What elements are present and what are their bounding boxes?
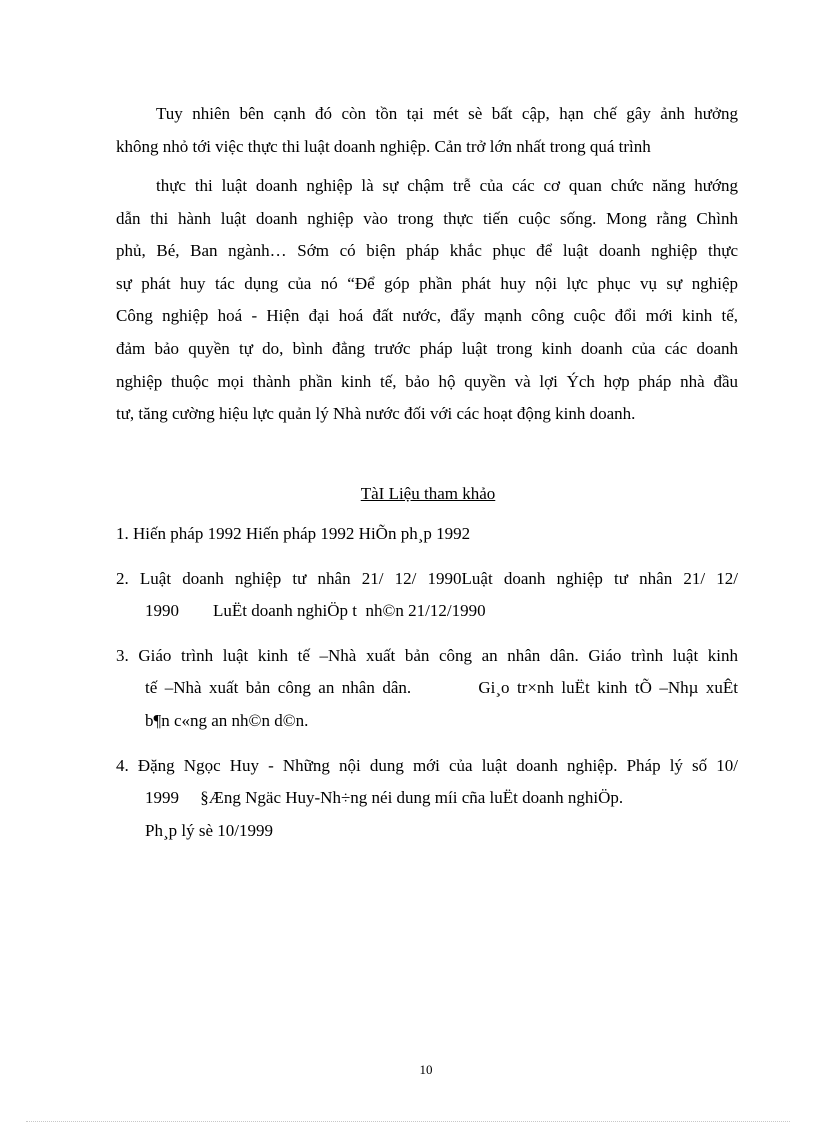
page-bottom-border — [26, 1121, 790, 1122]
text-line: phủ, Bé, Ban ngành… Sớm có biện pháp khắc phục để luật doanh nghiệp thực — [116, 241, 738, 261]
reference-line: b¶n c«ng an nh©n d©n. — [145, 710, 309, 730]
reference-item — [116, 563, 738, 628]
reference-item — [116, 518, 738, 551]
text-line: dẫn thi hành luật doanh nghiệp vào trong thực tiến cuộc sống. Mong rằng Chình — [116, 208, 738, 228]
reference-line: 4. Đặng Ngọc Huy - Những nội dung mới của luật doanh nghiệp. Pháp lý số 10/ — [116, 755, 738, 775]
paragraph-1 — [116, 98, 738, 163]
reference-line: 2. Luật doanh nghiệp tư nhân 21/ 12/ 1990Luật doanh nghiệp tư nhân 21/ 12/ — [116, 568, 738, 588]
text-line: không nhỏ tới việc thực thi luật doanh nghiệp. Cản trở lớn nhất trong quá trình — [116, 136, 651, 156]
text-line: Công nghiệp hoá - Hiện đại hoá đất nước, đẩy mạnh công cuộc đổi mới kinh tế, — [116, 306, 738, 326]
reference-item — [116, 640, 738, 738]
text-line: sự phát huy tác dụng của nó “Để góp phần phát huy nội lực phục vụ sự nghiệp — [116, 273, 738, 293]
reference-line: 1990 LuËt doanh nghiÖp t nh©n 21/12/1990 — [145, 601, 486, 621]
reference-line: 1999 §Æng Ngäc Huy-Nh÷ng néi dung míi cña luËt doanh nghiÖp. — [145, 788, 624, 808]
reference-line: Ph¸p lý sè 10/1999 — [145, 820, 273, 840]
text-line: thực thi luật doanh nghiệp là sự chậm trễ của các cơ quan chức năng hướng — [156, 176, 738, 195]
reference-line: 1. Hiến pháp 1992 Hiến pháp 1992 HiÕn ph¸p 1992 — [116, 524, 471, 543]
reference-line: tế –Nhà xuất bản công an nhân dân. Gi¸o tr×nh luËt kinh tÕ –Nhµ xuÊt — [145, 678, 738, 698]
reference-line: 3. Giáo trình luật kinh tế –Nhà xuất bản công an nhân dân. Giáo trình luật kinh — [116, 645, 738, 665]
paragraph-2 — [116, 170, 738, 431]
text-line: tư, tăng cường hiệu lực quản lý Nhà nước đối với các hoạt động kinh doanh. — [116, 404, 636, 424]
references-heading: TàI Liệu tham khảo — [360, 484, 496, 503]
text-line: nghiệp thuộc mọi thành phần kinh tế, bảo hộ quyền và lợi Ých hợp pháp nhà đầu — [116, 371, 738, 391]
references-list — [116, 518, 738, 859]
text-line: Tuy nhiên bên cạnh đó còn tồn tại mét sè bất cập, hạn chế gây ảnh hưởng — [156, 104, 738, 123]
reference-item — [116, 750, 738, 848]
text-line: đảm bảo quyền tự do, bình đẳng trước pháp luật trong kinh doanh của các doanh — [116, 338, 738, 358]
page-number: 10 — [419, 1062, 433, 1077]
